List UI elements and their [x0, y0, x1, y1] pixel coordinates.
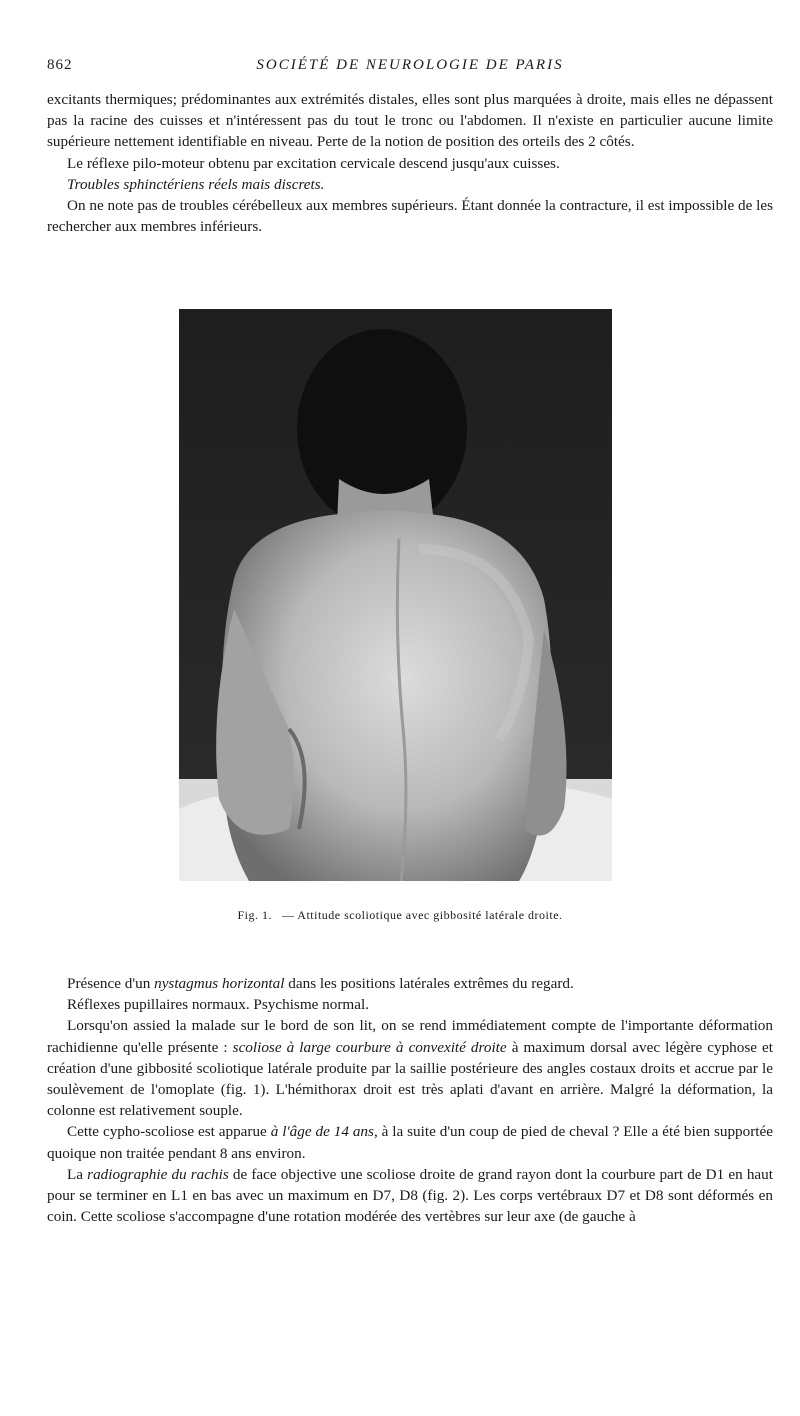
paragraph-pilomotor: Le réflexe pilo-moteur obtenu par excitation cervicale descend jusqu'aux cuisses. — [67, 154, 560, 172]
italic-term: scoliose à large courbure à convexité droite — [232, 1038, 507, 1056]
top-text-block — [47, 89, 773, 237]
italic-term: nystagmus horizontal — [154, 975, 285, 992]
paragraph-sphincter — [47, 174, 773, 195]
paragraph-deformation — [47, 1015, 773, 1121]
figure-caption — [0, 908, 800, 923]
paragraph-reflexes: Réflexes pupillaires normaux. Psychisme normal. — [67, 996, 369, 1014]
paragraph-nystagmus — [47, 973, 773, 994]
text-run: La — [67, 1165, 88, 1183]
figure-caption-text: — Attitude scoliotique avec gibbosité latérale droite. — [281, 908, 563, 922]
running-title: SOCIÉTÉ DE NEUROLOGIE DE PARIS — [256, 57, 564, 73]
paragraph-sensory: excitants thermiques; prédominantes aux extrémités distales, elles sont plus marquées à droite, mais elles ne dépassent pas la racine des cuisses et n'intéressent pas du tout le tronc ou l'abdomen. Il n'existe en particulier aucune limite supérieure nettement identifiable en niveau. Perte de la notion de position des orteils des 2 côtés. — [47, 91, 773, 151]
italic-term: radiographie du rachis — [87, 1165, 229, 1183]
text-run: , à la suite d'un coup de pied de cheval ? Elle a été bien supportée quoique non traitée pendant 8 ans environ. — [47, 1123, 773, 1162]
text-run: à maximum dorsal avec légère cyphose et création d'une gibbosité scoliotique latérale produite par la saillie postérieure des angles costaux droits et accrue par le soulèvement de l'omoplate (fig. 1). L'hémithorax droit est très aplati d'avant en arrière. Malgré la déformation, la colonne est relativement souple. — [47, 1038, 773, 1120]
figure-number: Fig. 1. — [237, 908, 272, 922]
text-run: dans les positions latérales extrêmes du regard. — [284, 975, 574, 992]
italic-term: à l'âge de 14 ans — [270, 1123, 374, 1141]
text-run: Cette cypho-scoliose est apparue — [67, 1123, 271, 1141]
figure-photograph — [179, 309, 612, 881]
page-number: 862 — [47, 57, 73, 73]
sphincter-italic: Troubles sphinctériens réels mais discrets. — [67, 175, 325, 193]
text-run: Présence d'un — [67, 975, 155, 992]
text-run: de face objective une scoliose droite de grand rayon dont la courbure part de D1 en haut pour se terminer en L1 en bas avec un maximum en D7, D8 (fig. 2). Les corps vertébraux D7 et D8 sont déformés en coin. Cette scoliose s'accompagne d'une rotation modérée des vertèbres sur leur axe (de gauche à — [47, 1165, 773, 1226]
paragraph-radiography — [47, 1164, 773, 1228]
paragraph-onset — [47, 1121, 773, 1163]
paragraph-cerebellar: On ne note pas de troubles cérébelleux aux membres supérieurs. Étant donnée la contracture, il est impossible de les rechercher aux membres inférieurs. — [47, 197, 773, 236]
text-run: Lorsqu'on assied la malade sur le bord de son lit, on se rend immédiatement compte de l'importante déformation rachidienne qu'elle présente : — [47, 1017, 773, 1056]
bottom-text-block — [47, 973, 773, 1227]
